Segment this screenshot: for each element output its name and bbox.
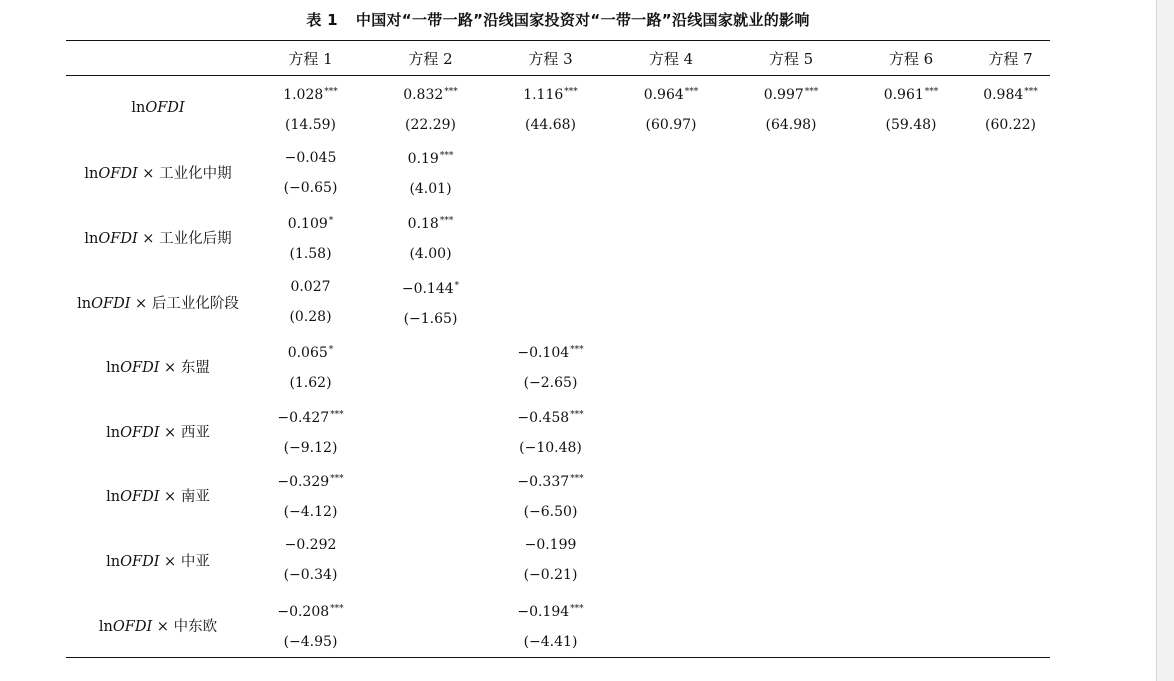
table-cell bbox=[971, 270, 1050, 335]
coefficient-value: −0.144 bbox=[401, 280, 454, 297]
table-caption bbox=[0, 9, 1116, 30]
significance-stars: *** bbox=[564, 86, 578, 97]
table-cell bbox=[371, 399, 490, 464]
table-cell bbox=[371, 464, 490, 529]
table-cell bbox=[250, 593, 371, 658]
row-label-suffix: × 工业化后期 bbox=[137, 230, 232, 247]
table-row bbox=[66, 76, 1050, 141]
t-statistic: (−9.12) bbox=[283, 439, 338, 456]
significance-stars: *** bbox=[330, 474, 344, 485]
coefficient-value: −0.292 bbox=[284, 537, 337, 554]
table-cell bbox=[851, 141, 971, 206]
row-label bbox=[66, 141, 250, 206]
coefficient-line bbox=[971, 77, 1050, 110]
table-cell bbox=[971, 205, 1050, 270]
table-cell bbox=[490, 76, 611, 141]
table-number: 表 1 bbox=[306, 11, 338, 29]
table-row bbox=[66, 141, 1050, 206]
table-cell bbox=[250, 270, 371, 335]
coefficient-line bbox=[490, 530, 611, 560]
significance-stars: *** bbox=[439, 151, 454, 162]
table-cell bbox=[851, 464, 971, 529]
table-cell bbox=[490, 464, 611, 529]
significance-stars: *** bbox=[439, 215, 454, 226]
viewer-edge bbox=[1156, 0, 1174, 681]
table-cell bbox=[611, 76, 731, 141]
significance-stars: * bbox=[454, 280, 460, 291]
row-label-prefix: ln bbox=[106, 360, 121, 377]
table-cell bbox=[851, 593, 971, 658]
row-label-prefix: ln bbox=[106, 489, 121, 506]
table-cell bbox=[611, 141, 731, 206]
table-cell bbox=[611, 334, 731, 399]
table-cell bbox=[490, 141, 611, 206]
coefficient-value: 0.027 bbox=[290, 279, 331, 296]
coefficient-line bbox=[851, 77, 971, 110]
row-label-variable: OFDI bbox=[145, 100, 185, 117]
coefficient-value: −0.329 bbox=[277, 474, 330, 491]
coefficient-line bbox=[490, 400, 611, 433]
t-statistic: (−4.95) bbox=[283, 633, 338, 650]
table-cell bbox=[851, 76, 971, 141]
table-body bbox=[66, 76, 1050, 658]
table-cell bbox=[611, 399, 731, 464]
row-label-prefix: ln bbox=[106, 553, 121, 570]
t-statistic: (60.22) bbox=[984, 116, 1036, 133]
significance-stars: *** bbox=[324, 86, 338, 97]
coefficient-line bbox=[250, 272, 371, 302]
t-statistic: (−2.65) bbox=[523, 375, 578, 392]
row-label-variable: OFDI bbox=[112, 618, 153, 635]
row-label-suffix: × 中东欧 bbox=[152, 618, 218, 635]
coefficient-line bbox=[371, 77, 490, 110]
significance-stars: *** bbox=[684, 86, 699, 97]
coefficient-value: 0.964 bbox=[643, 86, 684, 103]
column-header-4: 方程 4 bbox=[648, 49, 694, 68]
table-cell bbox=[731, 334, 851, 399]
table-cell bbox=[371, 76, 490, 141]
row-label bbox=[66, 399, 250, 464]
significance-stars: *** bbox=[570, 474, 584, 485]
t-statistic: (0.28) bbox=[289, 309, 332, 326]
table-row bbox=[66, 593, 1050, 658]
header-row bbox=[66, 41, 1050, 76]
coefficient-line bbox=[250, 594, 371, 627]
row-label-prefix: ln bbox=[98, 618, 113, 635]
column-header-2: 方程 2 bbox=[408, 49, 453, 68]
table-cell bbox=[851, 528, 971, 593]
table-cell bbox=[250, 464, 371, 529]
row-label-suffix: × 东盟 bbox=[159, 360, 210, 377]
significance-stars: *** bbox=[570, 345, 584, 356]
table-cell bbox=[490, 528, 611, 593]
significance-stars: *** bbox=[924, 86, 939, 97]
table-cell bbox=[731, 270, 851, 335]
table-cell bbox=[490, 399, 611, 464]
table-cell bbox=[490, 593, 611, 658]
table-cell bbox=[851, 334, 971, 399]
table-cell bbox=[731, 464, 851, 529]
table-cell bbox=[250, 141, 371, 206]
coefficient-line bbox=[250, 400, 371, 433]
significance-stars: *** bbox=[330, 409, 344, 420]
coefficient-line bbox=[250, 464, 371, 497]
t-statistic: (−6.50) bbox=[523, 504, 578, 521]
table-cell bbox=[731, 593, 851, 658]
t-statistic: (−10.48) bbox=[519, 439, 582, 456]
table-cell bbox=[851, 399, 971, 464]
table-cell bbox=[371, 205, 490, 270]
row-label bbox=[66, 270, 250, 335]
t-statistic: (59.48) bbox=[885, 116, 937, 133]
column-header-6: 方程 6 bbox=[888, 49, 934, 68]
t-statistic: (4.00) bbox=[409, 245, 452, 262]
table-cell bbox=[371, 141, 490, 206]
coefficient-value: 0.832 bbox=[403, 86, 444, 103]
coefficient-line bbox=[250, 335, 371, 368]
table-cell bbox=[731, 528, 851, 593]
coefficient-value: −0.194 bbox=[517, 603, 570, 620]
row-label-suffix: × 西亚 bbox=[159, 424, 210, 441]
row-label bbox=[66, 205, 250, 270]
row-label bbox=[66, 76, 250, 141]
table-cell bbox=[490, 334, 611, 399]
row-label bbox=[66, 464, 250, 529]
significance-stars: * bbox=[328, 215, 334, 226]
coefficient-line bbox=[371, 141, 490, 174]
coefficient-line bbox=[490, 335, 611, 368]
coefficient-line bbox=[250, 143, 371, 173]
row-label-variable: OFDI bbox=[91, 295, 131, 312]
row-label-suffix: × 中亚 bbox=[159, 553, 210, 570]
table-cell bbox=[971, 76, 1050, 141]
t-statistic: (−0.21) bbox=[523, 567, 578, 584]
table-cell bbox=[731, 205, 851, 270]
table-cell bbox=[490, 205, 611, 270]
row-label-variable: OFDI bbox=[120, 489, 160, 506]
table-row bbox=[66, 528, 1050, 593]
significance-stars: * bbox=[328, 345, 334, 356]
coefficient-value: 0.19 bbox=[407, 151, 439, 168]
column-header-5: 方程 5 bbox=[768, 49, 814, 68]
coefficient-line bbox=[490, 464, 611, 497]
table-cell bbox=[971, 399, 1050, 464]
row-label-suffix: × 南亚 bbox=[159, 489, 210, 506]
table-cell bbox=[490, 270, 611, 335]
coefficient-value: 0.109 bbox=[287, 215, 328, 232]
table-cell bbox=[971, 141, 1050, 206]
coefficient-value: 1.116 bbox=[523, 86, 564, 103]
t-statistic: (14.59) bbox=[284, 116, 336, 133]
table-cell bbox=[971, 464, 1050, 529]
coefficient-value: 0.065 bbox=[287, 345, 328, 362]
t-statistic: (4.01) bbox=[409, 181, 452, 198]
significance-stars: *** bbox=[1024, 86, 1038, 97]
regression-table bbox=[66, 40, 1050, 658]
row-label-prefix: ln bbox=[106, 424, 121, 441]
coefficient-value: −0.045 bbox=[284, 149, 337, 166]
t-statistic: (64.98) bbox=[765, 116, 817, 133]
coefficient-line bbox=[371, 206, 490, 239]
t-statistic: (−1.65) bbox=[403, 310, 458, 327]
t-statistic: (−4.41) bbox=[523, 633, 578, 650]
coefficient-value: 0.18 bbox=[407, 215, 439, 232]
table-cell bbox=[611, 528, 731, 593]
table-row bbox=[66, 464, 1050, 529]
coefficient-line bbox=[611, 77, 731, 110]
table-row bbox=[66, 205, 1050, 270]
table-cell bbox=[611, 464, 731, 529]
table-row bbox=[66, 399, 1050, 464]
significance-stars: *** bbox=[444, 86, 458, 97]
coefficient-value: −0.458 bbox=[517, 409, 570, 426]
coefficient-line bbox=[731, 77, 851, 110]
coefficient-value: 0.997 bbox=[763, 86, 804, 103]
table-title: 中国对“一带一路”沿线国家投资对“一带一路”沿线国家就业的影响 bbox=[355, 11, 810, 29]
table-cell bbox=[371, 270, 490, 335]
table-cell bbox=[731, 399, 851, 464]
coefficient-value: −0.199 bbox=[524, 537, 577, 554]
significance-stars: *** bbox=[570, 409, 584, 420]
column-header-3: 方程 3 bbox=[528, 49, 573, 68]
coefficient-line bbox=[250, 206, 371, 239]
coefficient-line bbox=[250, 530, 371, 560]
t-statistic: (−0.34) bbox=[283, 567, 338, 584]
coefficient-value: 0.984 bbox=[983, 86, 1024, 103]
header-stub bbox=[66, 41, 250, 76]
coefficient-value: −0.427 bbox=[277, 409, 330, 426]
t-statistic: (22.29) bbox=[404, 116, 456, 133]
table-cell bbox=[971, 593, 1050, 658]
table-row bbox=[66, 334, 1050, 399]
row-label-variable: OFDI bbox=[120, 360, 160, 377]
row-label-prefix: ln bbox=[84, 230, 99, 247]
coefficient-line bbox=[371, 271, 490, 304]
table-cell bbox=[250, 205, 371, 270]
table-cell bbox=[250, 76, 371, 141]
table-cell bbox=[611, 593, 731, 658]
column-header-1: 方程 1 bbox=[288, 49, 333, 68]
table-cell bbox=[731, 76, 851, 141]
significance-stars: *** bbox=[570, 603, 584, 614]
row-label-suffix: × 工业化中期 bbox=[137, 166, 232, 183]
row-label-suffix: × 后工业化阶段 bbox=[130, 295, 239, 312]
table-cell bbox=[971, 334, 1050, 399]
table-cell bbox=[250, 399, 371, 464]
t-statistic: (1.62) bbox=[289, 375, 332, 392]
t-statistic: (1.58) bbox=[289, 245, 332, 262]
table-row bbox=[66, 270, 1050, 335]
significance-stars: *** bbox=[804, 86, 819, 97]
coefficient-value: −0.104 bbox=[517, 345, 570, 362]
table-cell bbox=[611, 205, 731, 270]
coefficient-value: −0.337 bbox=[517, 474, 570, 491]
row-label-prefix: ln bbox=[84, 166, 99, 183]
table-cell bbox=[371, 528, 490, 593]
coefficient-line bbox=[490, 77, 611, 110]
coefficient-line bbox=[250, 77, 371, 110]
table-cell bbox=[851, 205, 971, 270]
row-label bbox=[66, 593, 250, 658]
row-label-prefix: ln bbox=[131, 100, 146, 117]
table-cell bbox=[371, 593, 490, 658]
coefficient-value: −0.208 bbox=[277, 603, 330, 620]
coefficient-value: 1.028 bbox=[283, 86, 324, 103]
row-label bbox=[66, 528, 250, 593]
row-label-prefix: ln bbox=[77, 295, 92, 312]
t-statistic: (60.97) bbox=[645, 116, 697, 133]
row-label-variable: OFDI bbox=[98, 230, 138, 247]
t-statistic: (44.68) bbox=[524, 116, 576, 133]
row-label-variable: OFDI bbox=[98, 166, 138, 183]
table-cell bbox=[371, 334, 490, 399]
column-header-7: 方程 7 bbox=[988, 49, 1033, 68]
t-statistic: (−0.65) bbox=[283, 179, 338, 196]
coefficient-value: 0.961 bbox=[883, 86, 924, 103]
t-statistic: (−4.12) bbox=[283, 504, 338, 521]
table-cell bbox=[250, 528, 371, 593]
row-label-variable: OFDI bbox=[120, 553, 160, 570]
table-cell bbox=[731, 141, 851, 206]
table-cell bbox=[971, 528, 1050, 593]
table-cell bbox=[851, 270, 971, 335]
row-label bbox=[66, 334, 250, 399]
significance-stars: *** bbox=[330, 603, 344, 614]
row-label-variable: OFDI bbox=[120, 424, 160, 441]
table-cell bbox=[611, 270, 731, 335]
coefficient-line bbox=[490, 594, 611, 627]
table-cell bbox=[250, 334, 371, 399]
